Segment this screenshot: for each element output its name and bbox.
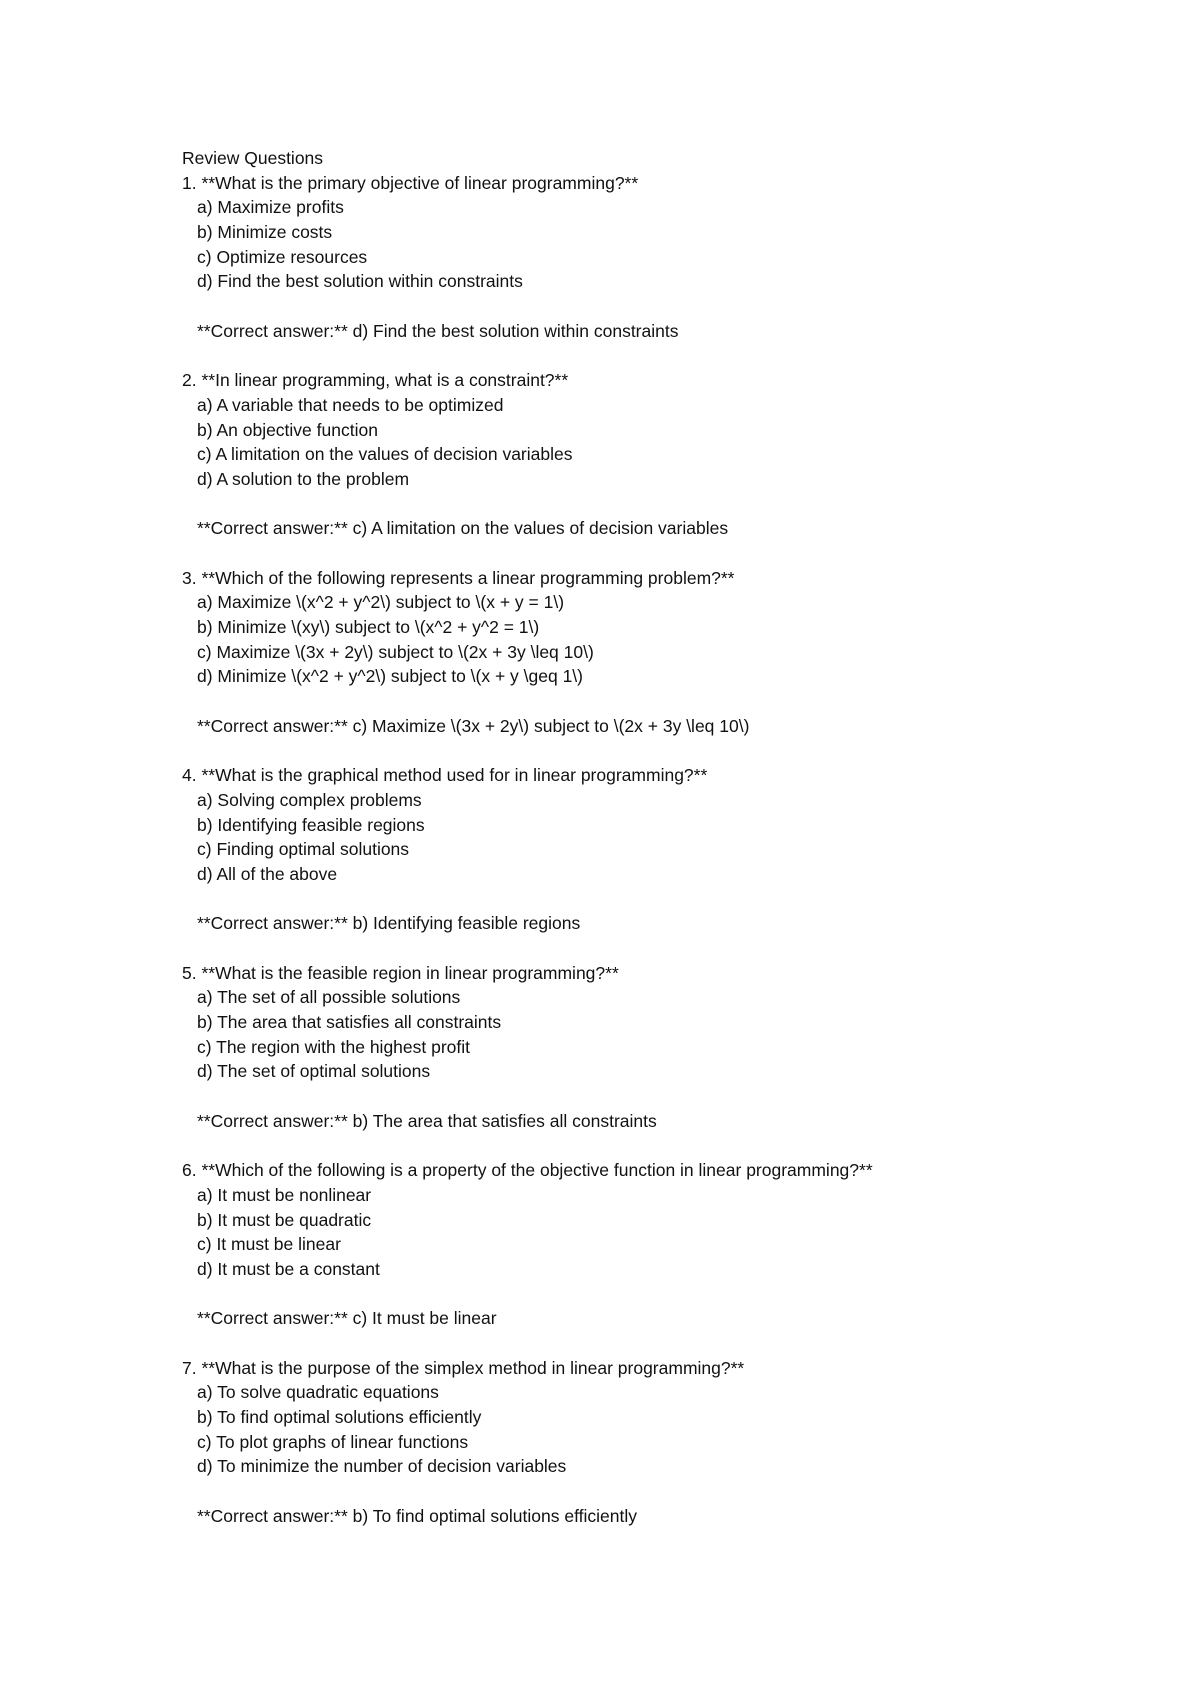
answer-option: c) Optimize resources xyxy=(197,246,368,267)
blank-line xyxy=(182,1084,1142,1109)
answer-option: b) An objective function xyxy=(197,419,378,440)
answer-option: c) The region with the highest profit xyxy=(197,1036,471,1057)
answer-option: a) A variable that needs to be optimized xyxy=(197,394,504,415)
answer-option: b) Identifying feasible regions xyxy=(197,814,425,835)
blank-line xyxy=(182,541,1142,566)
question-text: 1. **What is the primary objective of linear programming?** xyxy=(182,172,639,193)
correct-answer: **Correct answer:** c) It must be linear xyxy=(197,1308,497,1329)
correct-answer: **Correct answer:** b) Identifying feasible regions xyxy=(197,913,581,934)
question-block xyxy=(182,1158,1142,1356)
answer-option: d) Minimize \(x^2 + y^2\) subject to \(x + y \geq 1\) xyxy=(197,666,583,687)
question-text: 7. **What is the purpose of the simplex method in linear programming?** xyxy=(182,1357,745,1378)
answer-option: b) To find optimal solutions efficiently xyxy=(197,1407,482,1428)
answer-option: a) Maximize \(x^2 + y^2\) subject to \(x + y = 1\) xyxy=(197,592,565,613)
blank-line xyxy=(182,294,1142,319)
answer-option: a) Maximize profits xyxy=(197,197,344,218)
answer-option: a) The set of all possible solutions xyxy=(197,987,461,1008)
answer-option: b) The area that satisfies all constraints xyxy=(197,1012,502,1033)
blank-line xyxy=(182,689,1142,714)
blank-line xyxy=(182,739,1142,764)
answer-option: b) It must be quadratic xyxy=(197,1209,372,1230)
question-text: 4. **What is the graphical method used for in linear programming?** xyxy=(182,765,708,786)
blank-line xyxy=(182,1479,1142,1504)
answer-option: d) To minimize the number of decision variables xyxy=(197,1456,567,1477)
correct-answer: **Correct answer:** c) A limitation on the values of decision variables xyxy=(197,518,729,539)
answer-option: c) It must be linear xyxy=(197,1234,341,1255)
answer-option: a) It must be nonlinear xyxy=(197,1184,372,1205)
question-list xyxy=(182,171,1142,1529)
question-text: 6. **Which of the following is a property of the objective function in linear programming?** xyxy=(182,1160,873,1181)
question-text: 3. **Which of the following represents a linear programming problem?** xyxy=(182,567,735,588)
blank-line xyxy=(182,887,1142,912)
answer-option: d) It must be a constant xyxy=(197,1258,380,1279)
answer-option: a) To solve quadratic equations xyxy=(197,1382,439,1403)
blank-line xyxy=(182,344,1142,369)
answer-option: d) The set of optimal solutions xyxy=(197,1061,431,1082)
question-block xyxy=(182,171,1142,369)
question-block xyxy=(182,1356,1142,1529)
answer-option: a) Solving complex problems xyxy=(197,789,422,810)
question-block xyxy=(182,763,1142,961)
answer-option: c) Maximize \(3x + 2y\) subject to \(2x + 3y \leq 10\) xyxy=(197,641,594,662)
document-title: Review Questions xyxy=(182,148,324,168)
question-block xyxy=(182,961,1142,1159)
answer-option: d) Find the best solution within constraints xyxy=(197,271,523,292)
answer-option: b) Minimize costs xyxy=(197,222,333,243)
answer-option: c) A limitation on the values of decision variables xyxy=(197,444,573,465)
question-text: 5. **What is the feasible region in linear programming?** xyxy=(182,962,619,983)
answer-option: d) All of the above xyxy=(197,863,338,884)
correct-answer: **Correct answer:** d) Find the best solution within constraints xyxy=(197,320,679,341)
question-text: 2. **In linear programming, what is a constraint?** xyxy=(182,370,569,391)
answer-option: b) Minimize \(xy\) subject to \(x^2 + y^2 = 1\) xyxy=(197,617,540,638)
correct-answer: **Correct answer:** c) Maximize \(3x + 2y\) subject to \(2x + 3y \leq 10\) xyxy=(197,715,750,736)
blank-line xyxy=(182,1331,1142,1356)
blank-line xyxy=(182,936,1142,961)
question-block xyxy=(182,566,1142,764)
question-block xyxy=(182,368,1142,566)
answer-option: c) Finding optimal solutions xyxy=(197,839,410,860)
document-body xyxy=(182,146,1142,1529)
answer-option: c) To plot graphs of linear functions xyxy=(197,1431,469,1452)
blank-line xyxy=(182,1282,1142,1307)
correct-answer: **Correct answer:** b) To find optimal solutions efficiently xyxy=(197,1505,637,1526)
blank-line xyxy=(182,492,1142,517)
correct-answer: **Correct answer:** b) The area that satisfies all constraints xyxy=(197,1110,657,1131)
answer-option: d) A solution to the problem xyxy=(197,468,410,489)
blank-line xyxy=(182,1134,1142,1159)
